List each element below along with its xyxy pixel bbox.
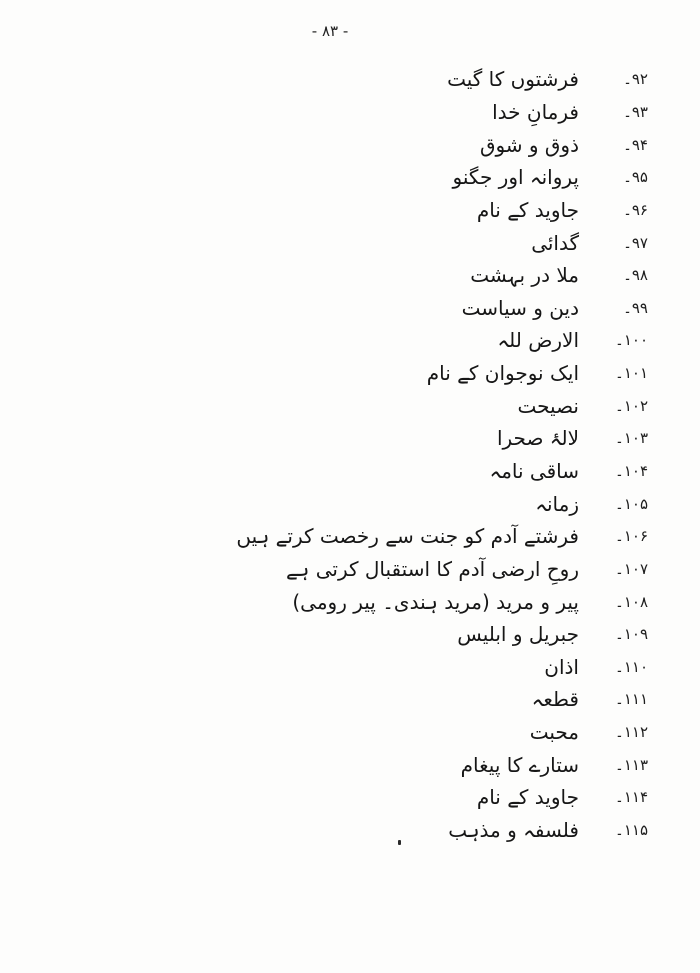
toc-entry (30, 487, 648, 520)
table-of-contents (30, 63, 648, 846)
toc-entry (30, 128, 648, 161)
toc-entry-title: جاوید کے نام (476, 785, 579, 810)
toc-entry (30, 357, 648, 390)
toc-entry-number: ۹۷۔ (623, 233, 648, 252)
toc-entry-number: ۱۰۸۔ (615, 592, 648, 611)
toc-entry-title: ذوق و شوق (479, 132, 579, 157)
toc-entry-title: فرمانِ خدا (492, 99, 579, 124)
toc-entry-title: اذان (544, 654, 579, 679)
toc-entry-title: قطعہ (531, 687, 579, 712)
toc-entry-number: ۱۱۱۔ (615, 690, 648, 709)
toc-entry-title: فلسفہ و مذہب (448, 818, 579, 843)
toc-entry-number: ۹۶۔ (623, 200, 648, 219)
toc-entry-number: ۱۱۲۔ (615, 723, 648, 742)
toc-entry-number: ۹۴۔ (623, 135, 648, 154)
toc-entry-number: ۱۰۳۔ (615, 429, 648, 448)
toc-entry-title: روحِ ارضی آدم کا استقبال کرتی ہے (285, 556, 579, 581)
toc-entry (30, 814, 648, 847)
toc-entry (30, 291, 648, 324)
toc-entry-number: ۱۰۰۔ (615, 331, 648, 350)
toc-entry-number: ۹۲۔ (623, 70, 648, 89)
toc-entry-title: الارض للہ (497, 328, 579, 353)
toc-entry (30, 194, 648, 227)
toc-entry (30, 259, 648, 292)
toc-entry-number: ۱۱۴۔ (615, 788, 648, 807)
toc-entry-number: ۱۰۴۔ (615, 462, 648, 480)
toc-entry-title: فرشتے آدم کو جنت سے رخصت کرتے ہیں (236, 524, 579, 549)
toc-entry (30, 781, 648, 814)
toc-entry (30, 389, 648, 422)
toc-entry-number: ۱۱۳۔ (615, 755, 648, 774)
toc-entry-title: ملا در بہشت (470, 263, 579, 288)
toc-entry (30, 96, 648, 129)
toc-entry (30, 63, 648, 96)
toc-entry (30, 520, 648, 553)
toc-entry (30, 618, 648, 651)
toc-entry-number: ۱۰۶۔ (615, 527, 648, 546)
toc-entry-title: ستارے کا پیغام (460, 752, 579, 777)
toc-entry (30, 324, 648, 357)
toc-entry (30, 748, 648, 781)
toc-entry-title: فرشتوں کا گیت (447, 67, 579, 92)
toc-entry-number: ۱۰۹۔ (615, 625, 648, 644)
toc-entry (30, 161, 648, 194)
toc-entry-number: ۱۰۵۔ (615, 494, 648, 513)
toc-entry-title: نصیحت (517, 393, 579, 418)
toc-entry-title: زمانہ (535, 491, 579, 516)
toc-entry-title: لالۂ صحرا (496, 426, 579, 451)
toc-entry-title: گدائی (531, 230, 579, 255)
toc-entry-number: ۹۹۔ (623, 298, 648, 317)
toc-entry-title: دین و سیاست (461, 295, 579, 320)
toc-entry-number: ۱۰۱۔ (615, 364, 648, 383)
toc-entry (30, 585, 648, 618)
toc-entry (30, 716, 648, 749)
toc-entry-number: ۹۸۔ (623, 266, 648, 285)
toc-entry-title: پیر و مرید (مرید ہندی۔ پیر رومی) (292, 589, 579, 614)
toc-entry-number: ۹۵۔ (623, 168, 648, 187)
toc-entry-number: ۱۰۲۔ (615, 396, 648, 415)
toc-entry (30, 226, 648, 259)
page-number: - ۸۳ - (311, 22, 349, 40)
toc-entry-number: ۹۳۔ (623, 102, 648, 121)
page-header (0, 22, 660, 40)
toc-entry-title: ایک نوجوان کے نام (426, 361, 579, 386)
toc-entry (30, 683, 648, 716)
ink-speck-artifact (398, 840, 401, 845)
toc-entry-number: ۱۱۵۔ (615, 821, 648, 840)
toc-entry-title: جبریل و ابلیس (457, 622, 579, 647)
toc-entry-number: ۱۰۷۔ (615, 559, 648, 578)
toc-entry (30, 455, 648, 488)
toc-entry-title: محبت (529, 720, 579, 745)
toc-entry-title: پروانہ اور جگنو (452, 165, 579, 190)
toc-entry-title: جاوید کے نام (476, 197, 579, 222)
toc-entry-number: ۱۱۰۔ (615, 657, 648, 676)
toc-entry (30, 553, 648, 586)
toc-entry-title: ساقی نامہ (489, 459, 579, 483)
toc-entry (30, 422, 648, 455)
toc-entry (30, 651, 648, 684)
